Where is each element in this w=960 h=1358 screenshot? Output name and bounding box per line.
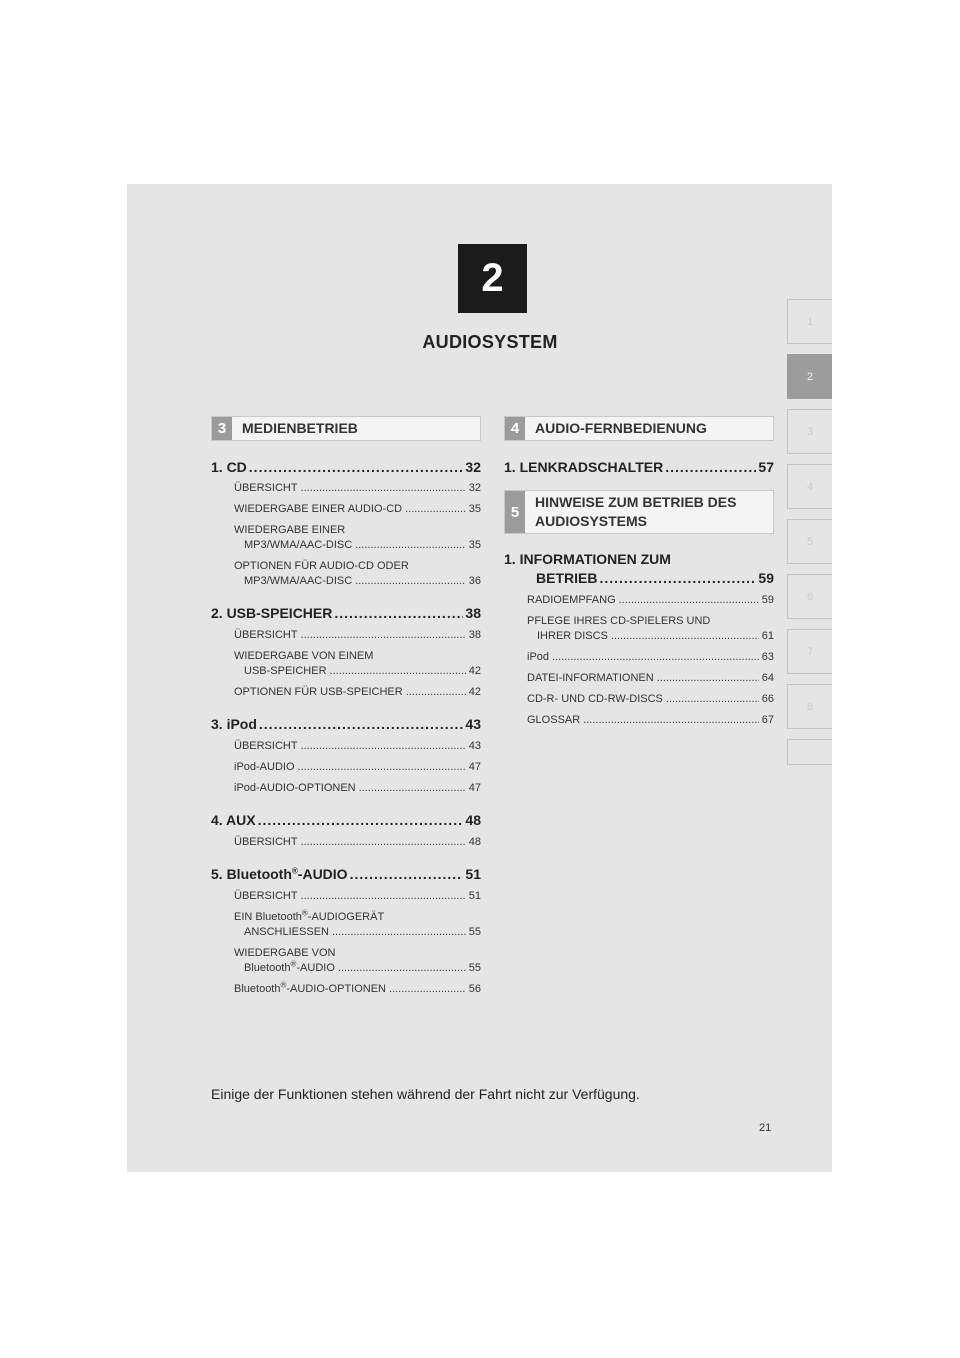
toc-entry-label-2: BETRIEB: [536, 570, 598, 586]
toc-subentries-informationen: [504, 593, 774, 728]
toc-subentry[interactable]: [234, 559, 481, 589]
toc-subentry[interactable]: [527, 671, 774, 686]
toc-entry-page: 32: [465, 459, 481, 475]
toc-entry-label: 1. CD: [211, 459, 247, 475]
section-header-medienbetrieb: [211, 416, 481, 441]
toc-subentry-page: 59: [761, 594, 774, 606]
toc-subentry-label: PFLEGE IHRES CD-SPIELERS UND: [527, 615, 711, 627]
toc-subentry-page: 61: [761, 630, 774, 642]
chapter-number-box: [458, 244, 527, 313]
toc-subentry-page: 47: [468, 761, 481, 773]
toc-subentry-page: 56: [468, 983, 481, 995]
section-number: 5: [505, 491, 525, 533]
toc-left-column: [211, 459, 481, 997]
toc-entry-label: 1. INFORMATIONEN ZUM: [504, 551, 671, 567]
toc-subentry[interactable]: [527, 650, 774, 665]
toc-subentry-page: 48: [468, 836, 481, 848]
section-number: 4: [505, 417, 525, 440]
toc-right-column-a: [504, 459, 774, 476]
side-tab-5[interactable]: 5: [787, 519, 832, 564]
toc-subentry-page: 32: [468, 482, 481, 494]
toc-subentry-page: 38: [468, 629, 481, 641]
toc-subentry-label-2: MP3/WMA/AAC-DISC: [244, 539, 353, 551]
side-tab-2[interactable]: 2: [787, 354, 832, 399]
toc-subentry-label: WIEDERGABE VON: [234, 947, 336, 959]
toc-subentries-ipod: [211, 739, 481, 796]
toc-subentry-page: 36: [468, 575, 481, 587]
side-tab-3[interactable]: 3: [787, 409, 832, 454]
toc-subentry-label: WIEDERGABE VON EINEM: [234, 650, 374, 662]
toc-subentry[interactable]: [234, 481, 481, 496]
toc-entry-usb[interactable]: [211, 605, 481, 622]
toc-subentry[interactable]: [527, 593, 774, 608]
toc-subentry[interactable]: [234, 739, 481, 754]
toc-subentry[interactable]: [527, 713, 774, 728]
side-tab-7[interactable]: 7: [787, 629, 832, 674]
toc-subentry[interactable]: [234, 502, 481, 517]
toc-entry-informationen[interactable]: [504, 551, 774, 587]
toc-subentry[interactable]: [234, 835, 481, 850]
toc-subentry-label: ÜBERSICHT: [234, 890, 298, 902]
toc-subentry[interactable]: [527, 692, 774, 707]
footer-note: Einige der Funktionen stehen während der Fahrt nicht zur Verfügung.: [211, 1086, 640, 1102]
section-title: MEDIENBETRIEB: [242, 420, 358, 436]
toc-subentry-page: 63: [761, 651, 774, 663]
toc-entry-label: 1. LENKRADSCHALTER: [504, 459, 664, 475]
toc-subentry-page: 47: [468, 782, 481, 794]
toc-entry-lenkradschalter[interactable]: [504, 459, 774, 476]
toc-entry-page: 59: [758, 570, 774, 586]
toc-subentry-page: 66: [761, 693, 774, 705]
toc-subentry-label: ÜBERSICHT: [234, 836, 298, 848]
section-number: 3: [212, 417, 232, 440]
toc-subentry-page: 67: [761, 714, 774, 726]
toc-entry-page: 48: [465, 812, 481, 828]
toc-subentry-label-2: USB-SPEICHER: [244, 665, 327, 677]
toc-subentry-label: ÜBERSICHT: [234, 629, 298, 641]
toc-subentry[interactable]: [234, 523, 481, 553]
toc-entry-aux[interactable]: [211, 812, 481, 829]
toc-entry-bluetooth[interactable]: [211, 866, 481, 883]
toc-subentry-label: GLOSSAR: [527, 714, 581, 726]
section-title: AUDIO-FERNBEDIENUNG: [535, 420, 707, 436]
toc-entry-page: 43: [465, 716, 481, 732]
side-tab-6[interactable]: 6: [787, 574, 832, 619]
side-tab-blank: [787, 739, 832, 765]
toc-subentry-label: Bluetooth®-AUDIO-OPTIONEN: [234, 980, 387, 995]
toc-subentries-bluetooth: [211, 889, 481, 997]
side-tab-8[interactable]: 8: [787, 684, 832, 729]
toc-subentry[interactable]: [234, 628, 481, 643]
toc-entry-page: 57: [758, 459, 774, 475]
toc-subentry[interactable]: [234, 982, 481, 997]
toc-entry-ipod[interactable]: [211, 716, 481, 733]
toc-subentry-label: OPTIONEN FÜR AUDIO-CD ODER: [234, 560, 409, 572]
toc-subentry-page: 55: [468, 926, 481, 938]
toc-subentry-page: 43: [468, 740, 481, 752]
toc-subentry-label: iPod-AUDIO-OPTIONEN: [234, 782, 356, 794]
section-title-line-2: AUDIOSYSTEMS: [535, 513, 648, 529]
toc-entry-label: 2. USB-SPEICHER: [211, 605, 333, 621]
toc-subentry[interactable]: [234, 760, 481, 775]
toc-entry-label: 3. iPod: [211, 716, 257, 732]
toc-subentry-label: EIN Bluetooth®-AUDIOGERÄT: [234, 908, 385, 923]
toc-subentries-aux: [211, 835, 481, 850]
toc-subentry[interactable]: [234, 946, 481, 976]
toc-subentry-label: iPod: [527, 651, 550, 663]
toc-subentry[interactable]: [234, 649, 481, 679]
toc-entry-cd[interactable]: [211, 459, 481, 476]
toc-subentry-label: ÜBERSICHT: [234, 740, 298, 752]
toc-subentry-page: 35: [468, 503, 481, 515]
chapter-title: AUDIOSYSTEM: [422, 332, 558, 352]
chapter-number: 2: [481, 256, 504, 300]
toc-subentry[interactable]: [527, 614, 774, 644]
toc-subentries-cd: [211, 481, 481, 589]
side-tab-1[interactable]: 1: [787, 299, 832, 344]
toc-subentry-page: 42: [468, 686, 481, 698]
toc-subentry-label-2: IHRER DISCS: [537, 630, 608, 642]
toc-subentry-page: 55: [468, 962, 481, 974]
toc-subentry[interactable]: [234, 781, 481, 796]
toc-subentry-label-2: MP3/WMA/AAC-DISC: [244, 575, 353, 587]
toc-subentry-page: 51: [468, 890, 481, 902]
toc-right-column-b: [504, 551, 774, 728]
toc-entry-label: 5. Bluetooth®-AUDIO: [211, 866, 348, 882]
side-tab-4[interactable]: 4: [787, 464, 832, 509]
toc-subentry-label: iPod-AUDIO: [234, 761, 295, 773]
toc-subentry-label-2: Bluetooth®-AUDIO: [244, 959, 335, 974]
toc-subentry-label: RADIOEMPFANG: [527, 594, 616, 606]
toc-subentry-label: WIEDERGABE EINER: [234, 524, 346, 536]
section-title-line-1: HINWEISE ZUM BETRIEB DES: [535, 494, 737, 510]
toc-entry-page: 51: [465, 866, 481, 882]
section-header-hinweise: [504, 490, 774, 534]
toc-subentry-page: 64: [761, 672, 774, 684]
toc-entry-page: 38: [465, 605, 481, 621]
toc-subentry-label: ÜBERSICHT: [234, 482, 298, 494]
toc-subentry-label: CD-R- UND CD-RW-DISCS: [527, 693, 663, 705]
section-title: [525, 491, 736, 533]
toc-subentry-label: WIEDERGABE EINER AUDIO-CD: [234, 503, 403, 515]
toc-subentry-label-2: ANSCHLIESSEN: [244, 926, 329, 938]
toc-subentry-page: 42: [468, 665, 481, 677]
toc-subentries-usb: [211, 628, 481, 700]
toc-subentry[interactable]: [234, 685, 481, 700]
toc-subentry[interactable]: [234, 889, 481, 904]
section-header-audio-fernbedienung: [504, 416, 774, 441]
toc-subentry[interactable]: [234, 910, 481, 940]
toc-subentry-page: 35: [468, 539, 481, 551]
toc-entry-label: 4. AUX: [211, 812, 256, 828]
toc-subentry-label: DATEI-INFORMATIONEN: [527, 672, 654, 684]
page-number: 21: [759, 1122, 772, 1134]
toc-subentry-label: OPTIONEN FÜR USB-SPEICHER: [234, 686, 403, 698]
